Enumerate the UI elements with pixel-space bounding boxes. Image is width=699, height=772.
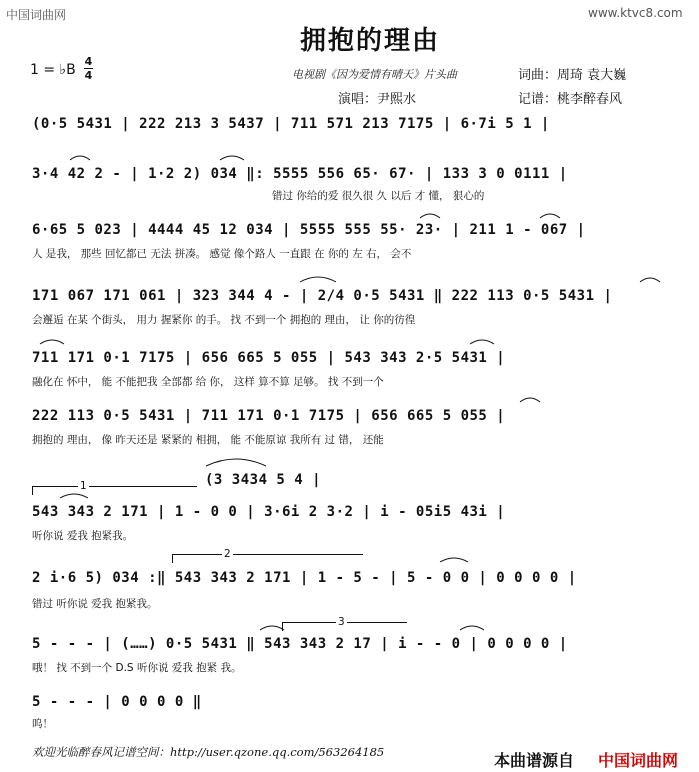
slur-7 <box>40 340 64 344</box>
key-signature: 1 = ♭B <box>30 62 76 78</box>
slur-10 <box>60 494 88 498</box>
lyrics-row-7: 听你说 爱我 抱紧我。 <box>32 530 134 542</box>
slur-2 <box>220 156 244 160</box>
transcriber-credit: 记谱：桃李醉春风 <box>518 92 623 107</box>
score-row-8: 2 i·6 5) 034 :‖ 543 343 2 171 | 1 - 5 - | 5 - 0 0 | 0 0 0 0 | <box>32 570 577 586</box>
watermark-site-left: 中国词曲网 <box>6 8 67 22</box>
footer-brand-note: 本曲谱源自 <box>494 751 575 770</box>
volta-label-2: 2 <box>224 548 231 560</box>
score-row-6: 222 113 0·5 5431 | 711 171 0·1 7175 | 656 665 5 055 | <box>32 408 506 424</box>
lyrics-row-9: 哦！ 找 不到一个 D.S 听你说 爱我 抱紧 我。 <box>32 662 242 674</box>
time-bottom: 4 <box>84 69 93 82</box>
score-row-10: 5 - - - | 0 0 0 0 ‖ <box>32 694 202 710</box>
lyrics-row-10: 呜！ <box>32 718 53 730</box>
volta-label-1: 1 <box>80 480 87 492</box>
score-row-7: 543 343 2 171 | 1 - 0 0 | 3·6i 2 3·2 | i - 05i5 43i | <box>32 504 506 520</box>
slur-8 <box>470 340 494 344</box>
lyrics-row-4: 会邂逅 在某 个街头， 用力 握紧你 的手。 找 不到一个 拥抱的 理由， 让 你的彷徨 <box>32 314 416 326</box>
footer-welcome: 欢迎光临醉春风记谱空间：http://user.qzone.qq.com/563264185 <box>32 745 385 759</box>
volta-label-3: 3 <box>338 616 345 628</box>
song-title: 拥抱的理由 <box>300 26 441 56</box>
score-row-4: 171 067 171 061 | 323 344 4 - | 2/4 0·5 5431 ‖ 222 113 0·5 5431 | <box>32 288 613 304</box>
lyrics-row-5: 融化在 怀中， 能 不能把我 全部都 给 你， 这样 算不算 足够。 找 不到一个 <box>32 376 384 388</box>
time-top: 4 <box>84 55 93 68</box>
slur-14 <box>460 626 484 630</box>
singer-credit: 演唱：尹熙水 <box>338 92 417 107</box>
lyrics-row-8: 错过 听你说 爱我 抱紧我。 <box>32 598 158 610</box>
slur-5 <box>300 277 336 282</box>
lyricist-credit: 词曲：周琦 袁大巍 <box>518 68 627 83</box>
score-row-9: 5 - - - | (……) 0·5 5431 ‖ 543 343 2 17 | i - - 0 | 0 0 0 0 | <box>32 636 568 652</box>
lyrics-row-2: 错过 你给的爱 很久很 久 以后 才 懂， 狠心的 <box>272 190 485 202</box>
slur-6 <box>640 278 660 282</box>
slur-1 <box>70 156 90 160</box>
score-row-3: 6·65 5 023 | 4444 45 12 034 | 5555 555 55· 23· | 211 1 - 067 | <box>32 222 586 238</box>
footer-brand-site: 中国词曲网 <box>598 751 679 770</box>
score-row-2: 3·4 42 2 - | 1·2 2) 034 ‖: 5555 556 65· 67· | 133 3 0 0111 | <box>32 166 568 182</box>
score-row-7-upper: (3 3434 5 4 | <box>205 472 322 488</box>
slur-11 <box>206 459 266 466</box>
score-row-5: 711 171 0·1 7175 | 656 665 5 055 | 543 343 2·5 5431 | <box>32 350 506 366</box>
slur-12 <box>440 558 468 562</box>
slur-9 <box>520 398 540 402</box>
lyrics-row-3: 人 是我， 那些 回忆都已 无法 拼凑。 感觉 像个路人 一直跟 在 你的 左 右， 会不 <box>32 248 412 260</box>
slur-13 <box>260 626 284 630</box>
watermark-site-right: www.ktvc8.com <box>588 6 683 20</box>
source-note: 电视剧《因为爱情有晴天》片头曲 <box>292 68 457 81</box>
score-row-1: (0·5 5431 | 222 213 3 5437 | 711 571 213 7175 | 6·7i 5 1 | <box>32 116 550 132</box>
slur-3 <box>420 214 440 218</box>
slur-4 <box>540 214 560 218</box>
lyrics-row-6: 拥抱的 理由， 像 昨天还是 紧紧的 相拥， 能 不能原谅 我所有 过 错， 还能 <box>32 434 384 446</box>
